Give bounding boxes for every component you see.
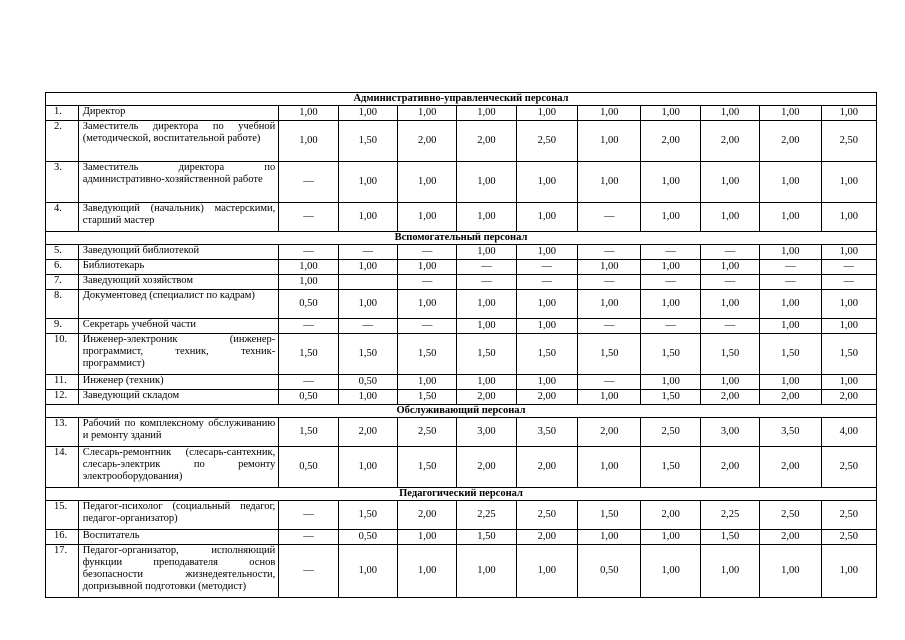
section-title: Административно-управленческий персонал [46, 93, 877, 106]
staff-rate-cell: 1,50 [457, 334, 516, 375]
staff-rate-cell: — [397, 275, 456, 290]
row-number: 4. [46, 203, 79, 232]
position-name: Документовед (специалист по кадрам) [78, 290, 279, 319]
staff-rate-cell: 0,50 [279, 390, 338, 405]
row-number: 8. [46, 290, 79, 319]
staff-rate-cell: 2,00 [578, 418, 641, 447]
row-number: 17. [46, 545, 79, 598]
staff-rate-cell: 1,50 [397, 390, 456, 405]
table-body [46, 93, 877, 598]
staff-rate-cell: — [578, 275, 641, 290]
position-name: Заместитель директора по учебной (методической, воспитательной работе) [78, 121, 279, 162]
staff-rate-cell [338, 275, 397, 290]
row-number: 6. [46, 260, 79, 275]
staff-rate-cell: 1,00 [516, 162, 577, 203]
row-number: 9. [46, 319, 79, 334]
table-row [46, 319, 877, 334]
staff-rate-cell: — [641, 245, 700, 260]
row-number: 5. [46, 245, 79, 260]
staff-rate-cell: — [641, 275, 700, 290]
staff-rate-cell: 2,00 [700, 121, 759, 162]
staff-rate-cell: — [279, 530, 338, 545]
staff-rate-cell: 1,00 [338, 203, 397, 232]
staff-rate-cell: 1,50 [397, 334, 456, 375]
staff-rate-cell: 3,50 [760, 418, 821, 447]
staff-rate-cell: 2,00 [641, 501, 700, 530]
staff-rate-cell: 1,00 [457, 162, 516, 203]
staff-rate-cell: 2,00 [457, 121, 516, 162]
staff-rate-cell: 0,50 [578, 545, 641, 598]
row-number: 10. [46, 334, 79, 375]
staff-rate-cell: 1,00 [641, 260, 700, 275]
staff-rate-cell: 1,00 [457, 319, 516, 334]
staff-rate-cell: 1,00 [516, 319, 577, 334]
row-number: 13. [46, 418, 79, 447]
staff-rate-cell: 2,50 [516, 121, 577, 162]
staff-rate-cell: 1,00 [700, 375, 759, 390]
staff-rate-cell: — [578, 375, 641, 390]
staff-rate-cell: 1,00 [457, 375, 516, 390]
table-row [46, 447, 877, 488]
staff-rate-cell: 4,00 [821, 418, 876, 447]
staff-rate-cell: 1,00 [760, 290, 821, 319]
section-title: Педагогический персонал [46, 488, 877, 501]
staff-rate-cell: 1,00 [338, 390, 397, 405]
staff-rate-cell: 0,50 [279, 290, 338, 319]
table-row [46, 530, 877, 545]
staff-rate-cell: 1,00 [821, 375, 876, 390]
table-row [46, 260, 877, 275]
staff-rate-cell: 1,50 [338, 121, 397, 162]
staff-rate-cell: 1,00 [397, 530, 456, 545]
staff-rate-cell: 1,00 [821, 290, 876, 319]
table-row [46, 334, 877, 375]
section-header [46, 232, 877, 245]
staff-rate-cell: 1,00 [397, 106, 456, 121]
staff-rate-cell: 2,50 [821, 501, 876, 530]
staff-rate-cell: 1,50 [578, 501, 641, 530]
staff-rate-cell: 3,00 [457, 418, 516, 447]
staff-rate-cell: 1,00 [641, 545, 700, 598]
staff-rate-cell: — [578, 203, 641, 232]
staff-rate-cell: 1,00 [821, 203, 876, 232]
staff-rate-cell: 1,00 [760, 245, 821, 260]
staff-rate-cell: — [397, 245, 456, 260]
table-row [46, 203, 877, 232]
row-number: 1. [46, 106, 79, 121]
position-name: Библиотекарь [78, 260, 279, 275]
staff-rate-cell: — [821, 260, 876, 275]
staff-rate-cell: 1,00 [700, 260, 759, 275]
staff-rate-cell: 1,00 [457, 203, 516, 232]
table-row [46, 162, 877, 203]
staff-rate-cell: 1,50 [578, 334, 641, 375]
staff-rate-cell: 2,00 [821, 390, 876, 405]
staff-rate-cell: 1,00 [457, 545, 516, 598]
staff-rate-cell: 1,00 [641, 375, 700, 390]
staff-rate-cell: — [279, 203, 338, 232]
position-name: Воспитатель [78, 530, 279, 545]
staff-rate-cell: — [760, 260, 821, 275]
staff-rate-cell: 1,00 [457, 245, 516, 260]
staff-rate-cell: 2,00 [397, 121, 456, 162]
staff-rate-cell: 2,50 [397, 418, 456, 447]
position-name: Педагог-психолог (социальный педагог, педагог-организатор) [78, 501, 279, 530]
staff-rate-cell: 2,00 [457, 390, 516, 405]
staff-rate-cell: 2,50 [760, 501, 821, 530]
staff-rate-cell: 1,00 [700, 290, 759, 319]
position-name: Слесарь-ремонтник (слесарь-сантехник, слесарь-электрик по ремонту электрооборудования) [78, 447, 279, 488]
staff-rate-cell: 1,50 [700, 334, 759, 375]
staff-rate-cell: 1,00 [821, 545, 876, 598]
staff-rate-cell: 2,00 [700, 447, 759, 488]
staff-rate-cell: 2,00 [760, 447, 821, 488]
staff-rate-cell: 1,00 [457, 290, 516, 319]
staff-rate-cell: 1,00 [338, 162, 397, 203]
table-row [46, 545, 877, 598]
staff-rate-cell: — [397, 319, 456, 334]
staff-rate-cell: — [760, 275, 821, 290]
staffing-table-container [45, 92, 877, 598]
staff-rate-cell: — [700, 275, 759, 290]
table-row [46, 418, 877, 447]
row-number: 7. [46, 275, 79, 290]
table-row [46, 501, 877, 530]
section-header [46, 405, 877, 418]
table-row [46, 121, 877, 162]
staff-rate-cell: 2,50 [821, 530, 876, 545]
position-name: Заведующий хозяйством [78, 275, 279, 290]
staff-rate-cell: 1,00 [641, 290, 700, 319]
staff-rate-cell: 1,00 [700, 203, 759, 232]
staff-rate-cell: 1,50 [700, 530, 759, 545]
staff-rate-cell: 1,00 [700, 545, 759, 598]
position-name: Заведующий библиотекой [78, 245, 279, 260]
row-number: 11. [46, 375, 79, 390]
staff-rate-cell: 1,00 [397, 203, 456, 232]
staff-rate-cell: 1,00 [397, 290, 456, 319]
staff-rate-cell: — [516, 260, 577, 275]
staff-rate-cell: 1,00 [338, 260, 397, 275]
row-number: 14. [46, 447, 79, 488]
staff-rate-cell: — [821, 275, 876, 290]
staff-rate-cell: 1,00 [821, 162, 876, 203]
section-header [46, 93, 877, 106]
staff-rate-cell: 1,00 [760, 162, 821, 203]
staff-rate-cell: 1,00 [641, 530, 700, 545]
staff-rate-cell: 1,00 [578, 447, 641, 488]
staff-rate-cell: 0,50 [338, 375, 397, 390]
staff-rate-cell: 1,00 [338, 106, 397, 121]
staff-rate-cell: 1,00 [516, 375, 577, 390]
staff-rate-cell: 2,00 [516, 447, 577, 488]
position-name: Инженер (техник) [78, 375, 279, 390]
staff-rate-cell: 1,00 [397, 545, 456, 598]
position-name: Заместитель директора по административно-хозяйственной работе [78, 162, 279, 203]
staff-rate-cell: 1,00 [457, 106, 516, 121]
staff-rate-cell: — [700, 245, 759, 260]
table-row [46, 106, 877, 121]
staff-rate-cell: 1,00 [279, 275, 338, 290]
staff-rate-cell: 1,00 [578, 106, 641, 121]
staff-rate-cell: 2,50 [516, 501, 577, 530]
staff-rate-cell: 1,00 [397, 162, 456, 203]
staff-rate-cell: 2,00 [700, 390, 759, 405]
row-number: 16. [46, 530, 79, 545]
staff-rate-cell: 1,50 [279, 418, 338, 447]
table-row [46, 390, 877, 405]
staff-rate-cell: 1,00 [760, 375, 821, 390]
table-row [46, 245, 877, 260]
staff-rate-cell: 1,00 [700, 106, 759, 121]
staff-rate-cell: 1,00 [279, 121, 338, 162]
staff-rate-cell: 2,00 [641, 121, 700, 162]
staff-rate-cell: 1,00 [578, 530, 641, 545]
staff-rate-cell: 1,50 [279, 334, 338, 375]
staff-rate-cell: 1,00 [338, 545, 397, 598]
staff-rate-cell: — [338, 245, 397, 260]
staff-rate-cell: 1,00 [641, 203, 700, 232]
staff-rate-cell: 1,00 [578, 260, 641, 275]
position-name: Рабочий по комплексному обслуживанию и ремонту зданий [78, 418, 279, 447]
staff-rate-cell: 1,50 [821, 334, 876, 375]
row-number: 2. [46, 121, 79, 162]
staff-rate-cell: — [578, 245, 641, 260]
staff-rate-cell: 1,50 [457, 530, 516, 545]
staff-rate-cell: 1,00 [578, 162, 641, 203]
row-number: 12. [46, 390, 79, 405]
staff-rate-cell: — [700, 319, 759, 334]
staff-rate-cell: — [279, 245, 338, 260]
staff-rate-cell: 1,00 [641, 106, 700, 121]
staff-rate-cell: 1,50 [397, 447, 456, 488]
staff-rate-cell: 2,50 [641, 418, 700, 447]
staff-rate-cell: — [457, 260, 516, 275]
staff-rate-cell: 1,00 [397, 260, 456, 275]
staff-rate-cell: 2,00 [516, 390, 577, 405]
staff-rate-cell: — [279, 162, 338, 203]
staff-rate-cell: 1,00 [516, 290, 577, 319]
staff-rate-cell: 2,00 [760, 530, 821, 545]
staff-rate-cell: 1,00 [760, 203, 821, 232]
staff-rate-cell: — [457, 275, 516, 290]
row-number: 15. [46, 501, 79, 530]
staff-rate-cell: — [338, 319, 397, 334]
staff-rate-cell: 2,25 [457, 501, 516, 530]
staff-rate-cell: 1,00 [760, 106, 821, 121]
staff-rate-cell: 2,50 [821, 121, 876, 162]
staff-rate-cell: 3,50 [516, 418, 577, 447]
staff-rate-cell: — [578, 319, 641, 334]
staff-rate-cell: 2,00 [760, 121, 821, 162]
section-title: Обслуживающий персонал [46, 405, 877, 418]
staff-rate-cell: 1,00 [578, 290, 641, 319]
position-name: Заведующий складом [78, 390, 279, 405]
row-number: 3. [46, 162, 79, 203]
staff-rate-cell: 3,00 [700, 418, 759, 447]
table-row [46, 275, 877, 290]
table-row [46, 290, 877, 319]
staff-rate-cell: 1,00 [338, 447, 397, 488]
staff-rate-cell: 2,50 [821, 447, 876, 488]
staff-rate-cell: 2,00 [760, 390, 821, 405]
staff-rate-cell: 1,50 [338, 501, 397, 530]
staff-rate-cell: 1,50 [641, 390, 700, 405]
staff-rate-cell: 1,00 [279, 106, 338, 121]
staff-rate-cell: 1,50 [641, 334, 700, 375]
staff-rate-cell: 1,50 [760, 334, 821, 375]
staff-rate-cell: 1,50 [641, 447, 700, 488]
staff-rate-cell: 1,00 [516, 545, 577, 598]
staff-rate-cell: 1,00 [516, 106, 577, 121]
staffing-table [45, 92, 877, 598]
position-name: Секретарь учебной части [78, 319, 279, 334]
staff-rate-cell: — [279, 501, 338, 530]
section-header [46, 488, 877, 501]
staff-rate-cell: 1,00 [821, 319, 876, 334]
staff-rate-cell: 0,50 [279, 447, 338, 488]
staff-rate-cell: 1,00 [516, 245, 577, 260]
staff-rate-cell: — [279, 319, 338, 334]
position-name: Директор [78, 106, 279, 121]
position-name: Педагог-организатор, исполняющий функции преподавателя основ безопасности жизнедеятельности, допризывной подготовки (методист) [78, 545, 279, 598]
staff-rate-cell: 2,00 [457, 447, 516, 488]
staff-rate-cell: — [641, 319, 700, 334]
staff-rate-cell: 1,00 [700, 162, 759, 203]
staff-rate-cell: 2,00 [397, 501, 456, 530]
staff-rate-cell: 1,00 [821, 245, 876, 260]
staff-rate-cell: 1,00 [279, 260, 338, 275]
staff-rate-cell: — [516, 275, 577, 290]
staff-rate-cell: — [279, 375, 338, 390]
staff-rate-cell: 1,50 [516, 334, 577, 375]
staff-rate-cell: 0,50 [338, 530, 397, 545]
staff-rate-cell: 1,00 [578, 121, 641, 162]
staff-rate-cell: 2,00 [516, 530, 577, 545]
position-name: Инженер-электроник (инженер-программист, техник, техник-программист) [78, 334, 279, 375]
staff-rate-cell: 2,25 [700, 501, 759, 530]
staff-rate-cell: — [279, 545, 338, 598]
staff-rate-cell: 1,50 [338, 334, 397, 375]
staff-rate-cell: 2,00 [338, 418, 397, 447]
staff-rate-cell: 1,00 [397, 375, 456, 390]
staff-rate-cell: 1,00 [760, 545, 821, 598]
staff-rate-cell: 1,00 [338, 290, 397, 319]
staff-rate-cell: 1,00 [578, 390, 641, 405]
table-row [46, 375, 877, 390]
staff-rate-cell: 1,00 [821, 106, 876, 121]
section-title: Вспомогательный персонал [46, 232, 877, 245]
staff-rate-cell: 1,00 [516, 203, 577, 232]
staff-rate-cell: 1,00 [641, 162, 700, 203]
position-name: Заведующий (начальник) мастерскими, старший мастер [78, 203, 279, 232]
staff-rate-cell: 1,00 [760, 319, 821, 334]
